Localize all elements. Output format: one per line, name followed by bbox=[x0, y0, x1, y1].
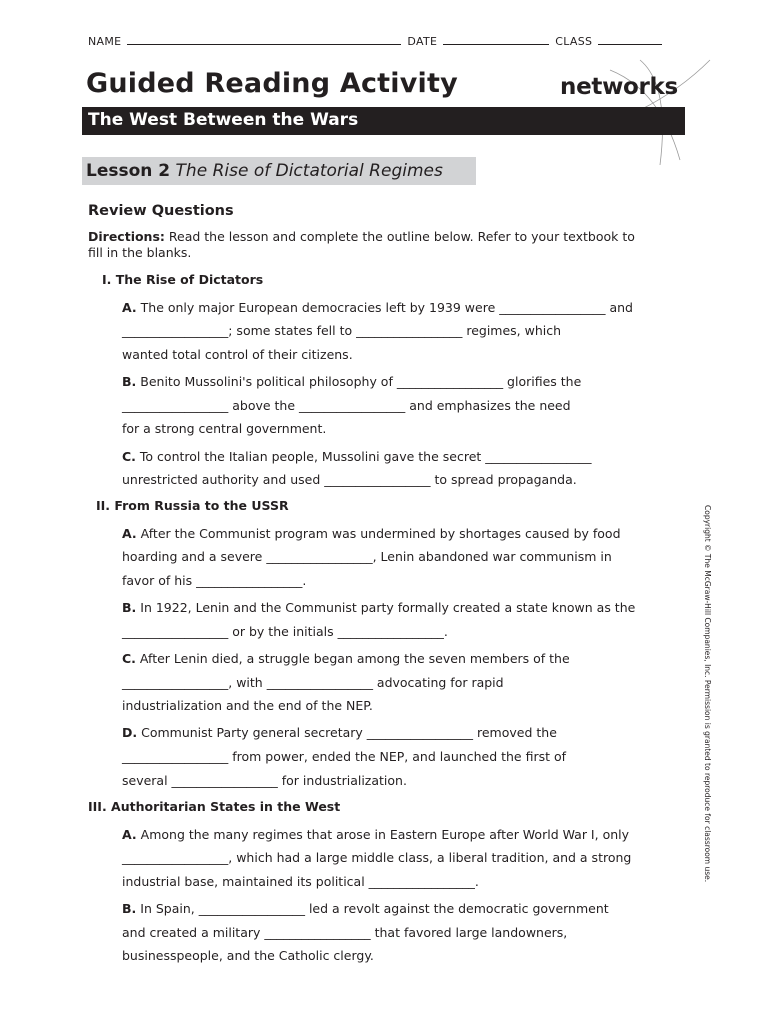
lesson-title bbox=[86, 161, 443, 181]
directions bbox=[88, 229, 648, 261]
outline-line bbox=[122, 374, 581, 389]
outline-line bbox=[122, 600, 635, 615]
outline-line bbox=[122, 472, 577, 487]
copyright-notice: Copyright © The McGraw-Hill Companies, Inc. Permission is granted to reproduce for classroom use. bbox=[703, 505, 712, 883]
outline-line bbox=[122, 347, 353, 362]
item-letter: A. bbox=[122, 300, 137, 315]
outline-line bbox=[122, 827, 629, 842]
outline-line bbox=[122, 925, 567, 940]
line-text: Benito Mussolini's political philosophy of _________________ glorifies the bbox=[140, 374, 582, 389]
unit-title: The West Between the Wars bbox=[88, 110, 359, 130]
outline-line bbox=[122, 526, 621, 541]
line-text: To control the Italian people, Mussolini gave the secret _________________ bbox=[139, 449, 592, 464]
outline-line bbox=[122, 300, 633, 315]
outline-line bbox=[122, 874, 479, 889]
outline-line bbox=[122, 398, 571, 413]
class-label: CLASS bbox=[555, 35, 593, 48]
outline-line bbox=[122, 850, 631, 865]
name-label: NAME bbox=[88, 35, 122, 48]
directions-label: Directions: bbox=[88, 229, 165, 244]
class-field[interactable] bbox=[598, 34, 662, 45]
outline-line bbox=[122, 573, 306, 588]
line-text: industrial base, maintained its political _________________. bbox=[122, 874, 479, 889]
line-text: _________________, which had a large middle class, a liberal tradition, and a strong bbox=[122, 850, 632, 865]
line-text: for a strong central government. bbox=[122, 421, 327, 436]
item-letter: B. bbox=[122, 600, 137, 615]
name-field[interactable] bbox=[127, 34, 401, 45]
line-text: _________________ or by the initials _________________. bbox=[122, 624, 448, 639]
line-text: The only major European democracies left by 1939 were _________________ and bbox=[140, 300, 633, 315]
line-text: Communist Party general secretary _________________ removed the bbox=[141, 725, 557, 740]
section-heading-2: II. From Russia to the USSR bbox=[96, 498, 289, 513]
item-letter: D. bbox=[122, 725, 138, 740]
outline-line bbox=[122, 749, 566, 764]
line-text: In 1922, Lenin and the Communist party formally created a state known as the bbox=[140, 600, 636, 615]
line-text: In Spain, _________________ led a revolt against the democratic government bbox=[140, 901, 609, 916]
line-text: and created a military _________________ that favored large landowners, bbox=[122, 925, 568, 940]
line-text: unrestricted authority and used _________________ to spread propaganda. bbox=[122, 472, 577, 487]
line-text: _________________ above the _________________ and emphasizes the need bbox=[122, 398, 571, 413]
directions-text: Read the lesson and complete the outline below. Refer to your textbook to fill in the blanks. bbox=[88, 229, 635, 260]
outline-line bbox=[122, 549, 612, 564]
page-title: Guided Reading Activity bbox=[86, 68, 458, 99]
outline-line bbox=[122, 323, 561, 338]
line-text: several _________________ for industrialization. bbox=[122, 773, 407, 788]
item-letter: B. bbox=[122, 374, 137, 389]
line-text: industrialization and the end of the NEP. bbox=[122, 698, 373, 713]
lesson-number: Lesson 2 bbox=[86, 161, 171, 181]
line-text: wanted total control of their citizens. bbox=[122, 347, 353, 362]
section-heading-3: III. Authoritarian States in the West bbox=[88, 799, 341, 814]
networks-logo: networks bbox=[560, 74, 678, 100]
line-text: _________________; some states fell to _________________ regimes, which bbox=[122, 323, 562, 338]
line-text: After the Communist program was undermined by shortages caused by food bbox=[140, 526, 621, 541]
item-letter: C. bbox=[122, 651, 136, 666]
section-heading-1: I. The Rise of Dictators bbox=[102, 272, 264, 287]
line-text: After Lenin died, a struggle began among the seven members of the bbox=[139, 651, 570, 666]
line-text: favor of his _________________. bbox=[122, 573, 307, 588]
line-text: hoarding and a severe _________________, Lenin abandoned war communism in bbox=[122, 549, 612, 564]
review-questions-heading: Review Questions bbox=[88, 203, 234, 219]
outline-line bbox=[122, 675, 504, 690]
outline-line bbox=[122, 449, 592, 464]
lesson-name: The Rise of Dictatorial Regimes bbox=[175, 161, 443, 181]
name-date-class-line bbox=[88, 34, 688, 48]
outline-line bbox=[122, 948, 374, 963]
line-text: _________________, with _________________ advocating for rapid bbox=[122, 675, 504, 690]
line-text: Among the many regimes that arose in Eastern Europe after World War I, only bbox=[140, 827, 630, 842]
item-letter: A. bbox=[122, 827, 137, 842]
date-field[interactable] bbox=[443, 34, 549, 45]
line-text: _________________ from power, ended the NEP, and launched the first of bbox=[122, 749, 567, 764]
item-letter: B. bbox=[122, 901, 137, 916]
outline-line bbox=[122, 901, 609, 916]
outline-line bbox=[122, 651, 570, 666]
outline-line bbox=[122, 421, 326, 436]
outline-line bbox=[122, 624, 448, 639]
item-letter: A. bbox=[122, 526, 137, 541]
outline-line bbox=[122, 698, 373, 713]
line-text: businesspeople, and the Catholic clergy. bbox=[122, 948, 374, 963]
outline-line bbox=[122, 725, 557, 740]
date-label: DATE bbox=[407, 35, 438, 48]
outline-line bbox=[122, 773, 407, 788]
item-letter: C. bbox=[122, 449, 136, 464]
